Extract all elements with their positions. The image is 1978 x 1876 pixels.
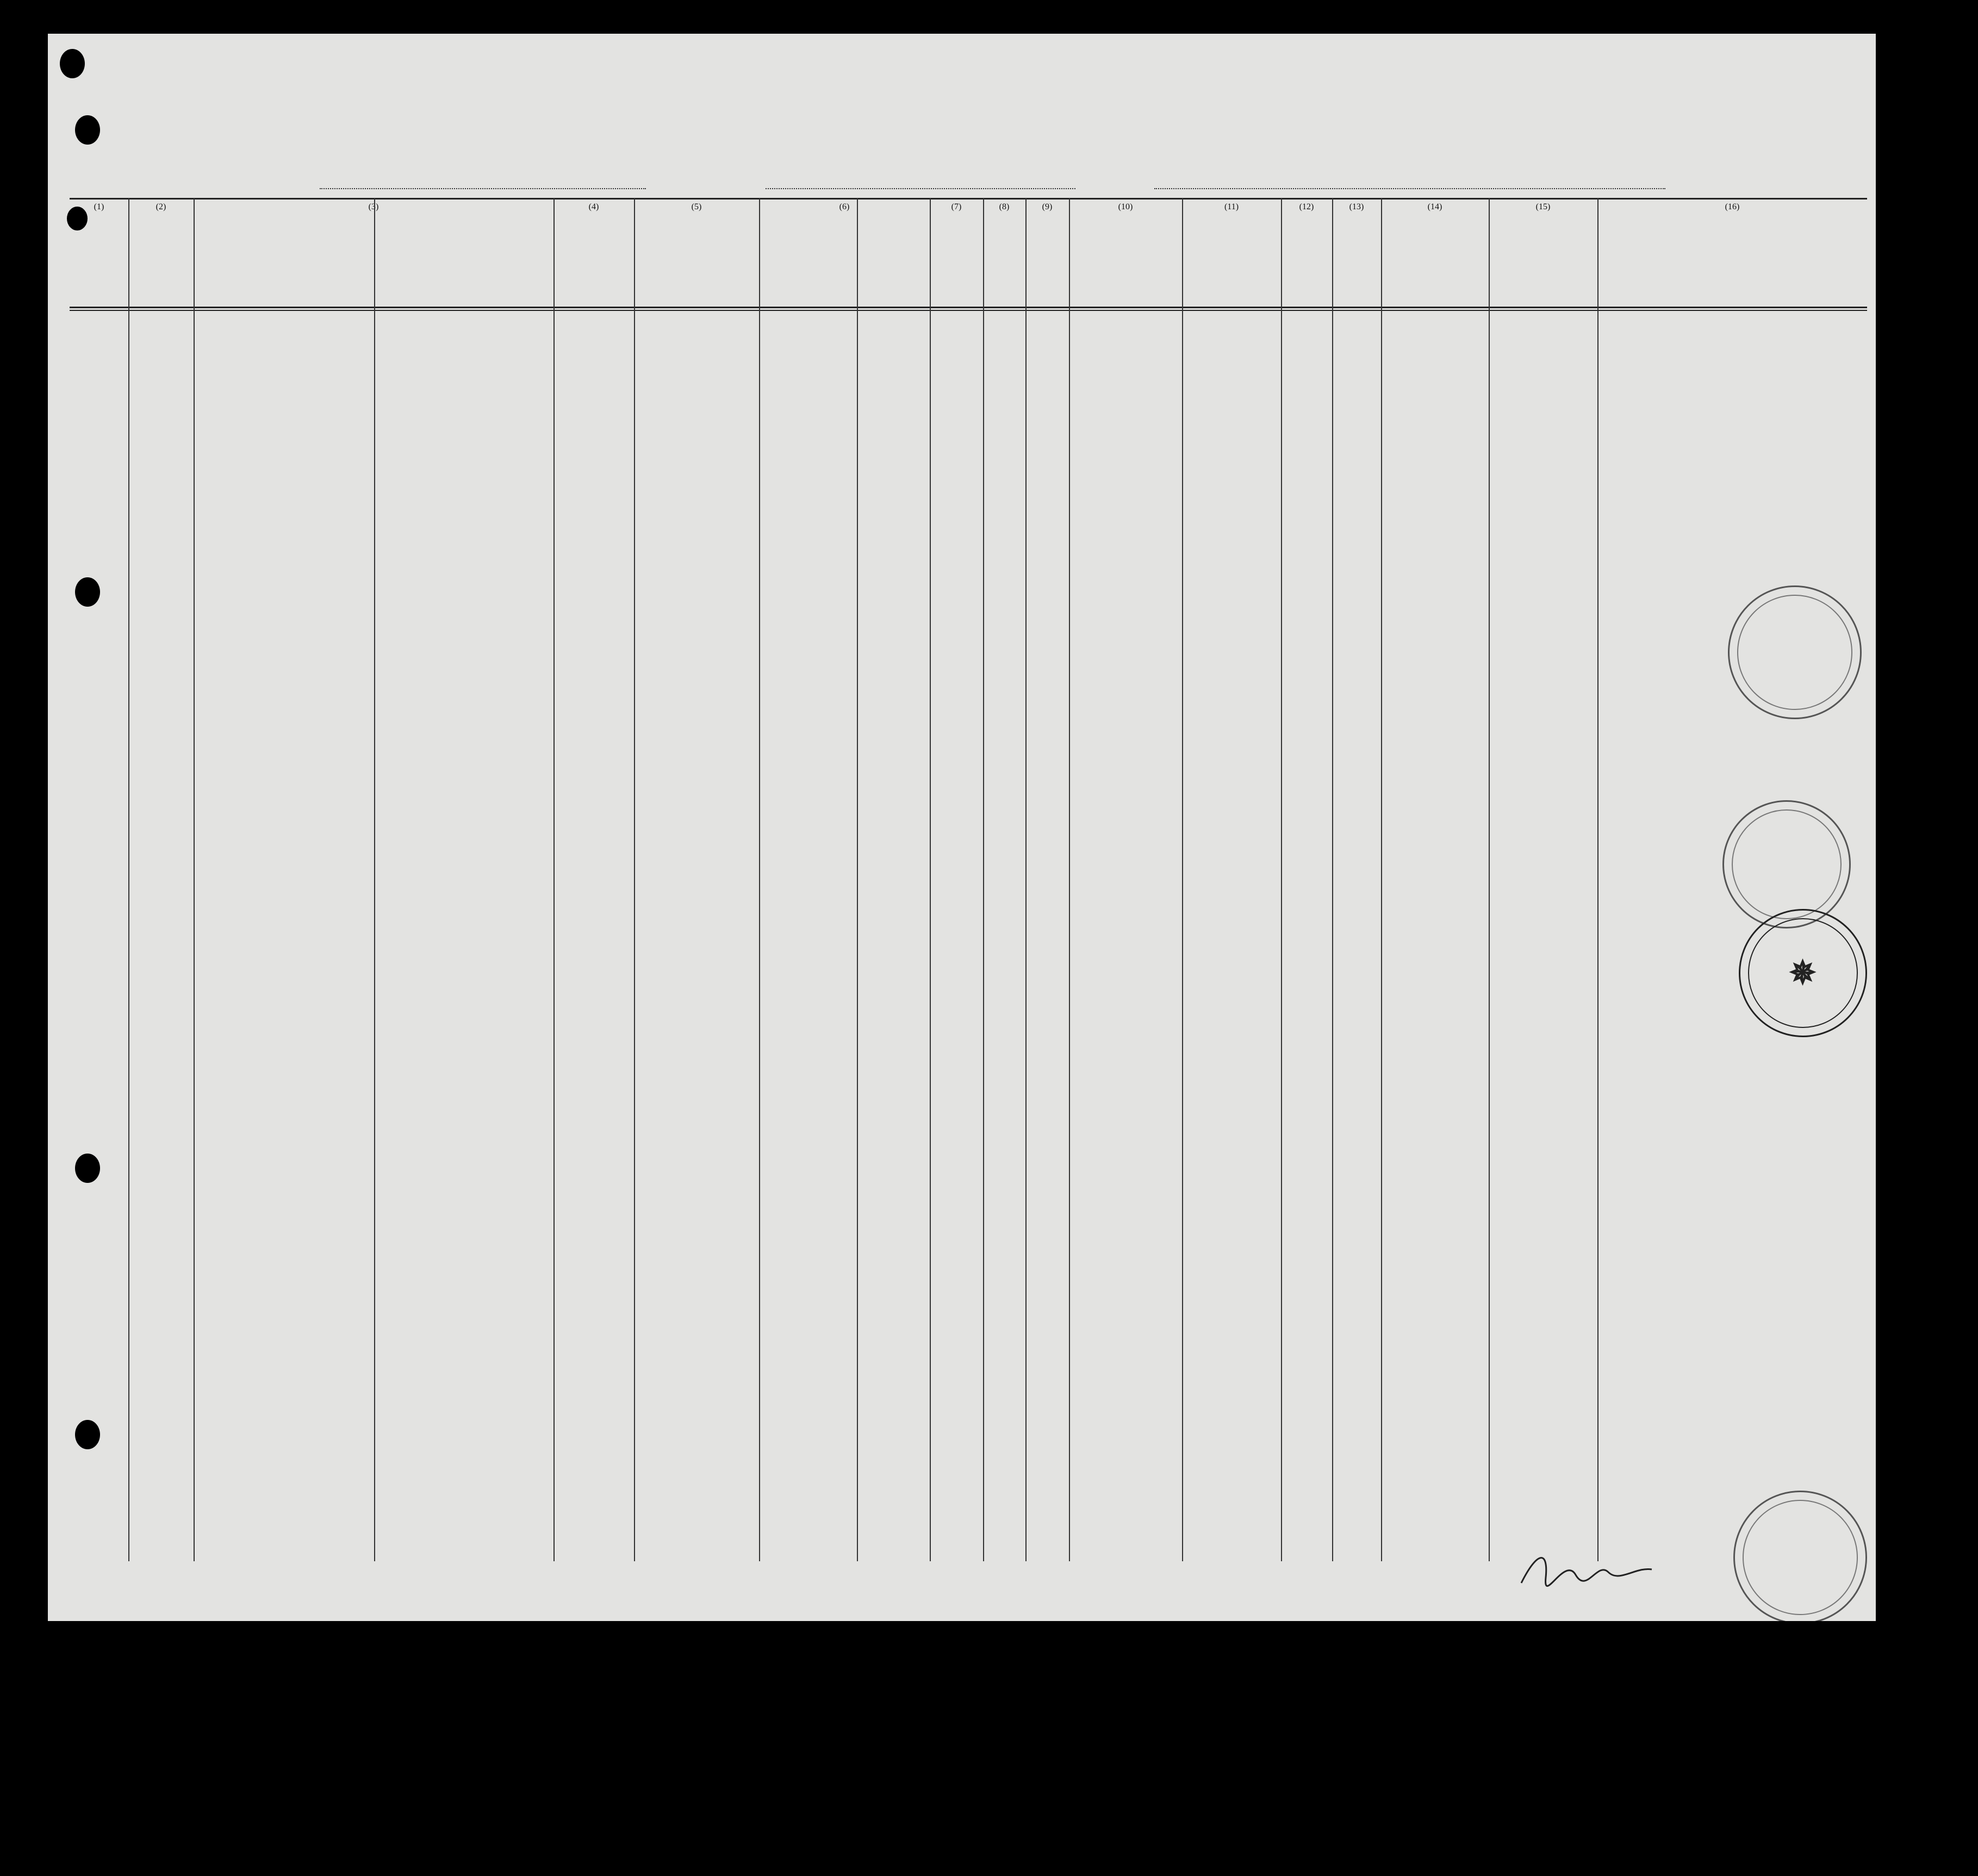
punch-hole: [75, 577, 100, 607]
officer-signature: [1516, 1545, 1657, 1594]
column-number: (6): [839, 202, 850, 211]
column-divider: [1597, 198, 1598, 1561]
column-divider: [128, 198, 129, 1561]
column-divider: [759, 198, 760, 1561]
column-divider: [1489, 198, 1490, 1561]
consular-seal-3: [1733, 1491, 1867, 1621]
column-number: (7): [951, 202, 962, 211]
column-number: (10): [1118, 202, 1133, 211]
column-number: (14): [1427, 202, 1442, 211]
column-divider: [634, 198, 635, 1561]
column-divider: [1332, 198, 1333, 1561]
column-divider: [1281, 198, 1282, 1561]
column-number: (13): [1349, 202, 1364, 211]
column-number: (1): [94, 202, 104, 211]
sheet-number-block: [1706, 55, 1869, 76]
column-number: (4): [588, 202, 599, 211]
column-number: (3): [368, 202, 379, 211]
voyage-line: [48, 164, 1876, 195]
column-number: (8): [999, 202, 1010, 211]
column-divider: [553, 198, 555, 1561]
column-divider: [1182, 198, 1183, 1561]
punch-hole: [60, 49, 85, 78]
column-number: (16): [1725, 202, 1740, 211]
column-number: (2): [155, 202, 166, 211]
column-divider: [1381, 198, 1382, 1561]
crew-table: [70, 198, 1867, 1561]
manifest-sheet: [48, 34, 1876, 1621]
column-number: (11): [1224, 202, 1239, 211]
consulate-seal: [1739, 909, 1867, 1037]
column-divider: [857, 198, 858, 1561]
column-divider: [194, 198, 195, 1561]
consular-seal-2: [1722, 800, 1851, 928]
column-number: (5): [691, 202, 702, 211]
punch-hole: [75, 1420, 100, 1449]
column-number: (9): [1042, 202, 1053, 211]
eagle-icon: ✵: [1789, 955, 1817, 991]
punch-hole: [75, 115, 100, 145]
column-divider: [1069, 198, 1070, 1561]
column-divider: [1025, 198, 1027, 1561]
column-divider: [983, 198, 984, 1561]
column-number: (12): [1299, 202, 1314, 211]
punch-hole: [75, 1154, 100, 1183]
consular-seal-1: [1728, 585, 1862, 719]
column-number: (15): [1535, 202, 1551, 211]
punch-hole: [67, 207, 88, 230]
column-divider: [930, 198, 931, 1561]
column-divider: [374, 198, 375, 1561]
